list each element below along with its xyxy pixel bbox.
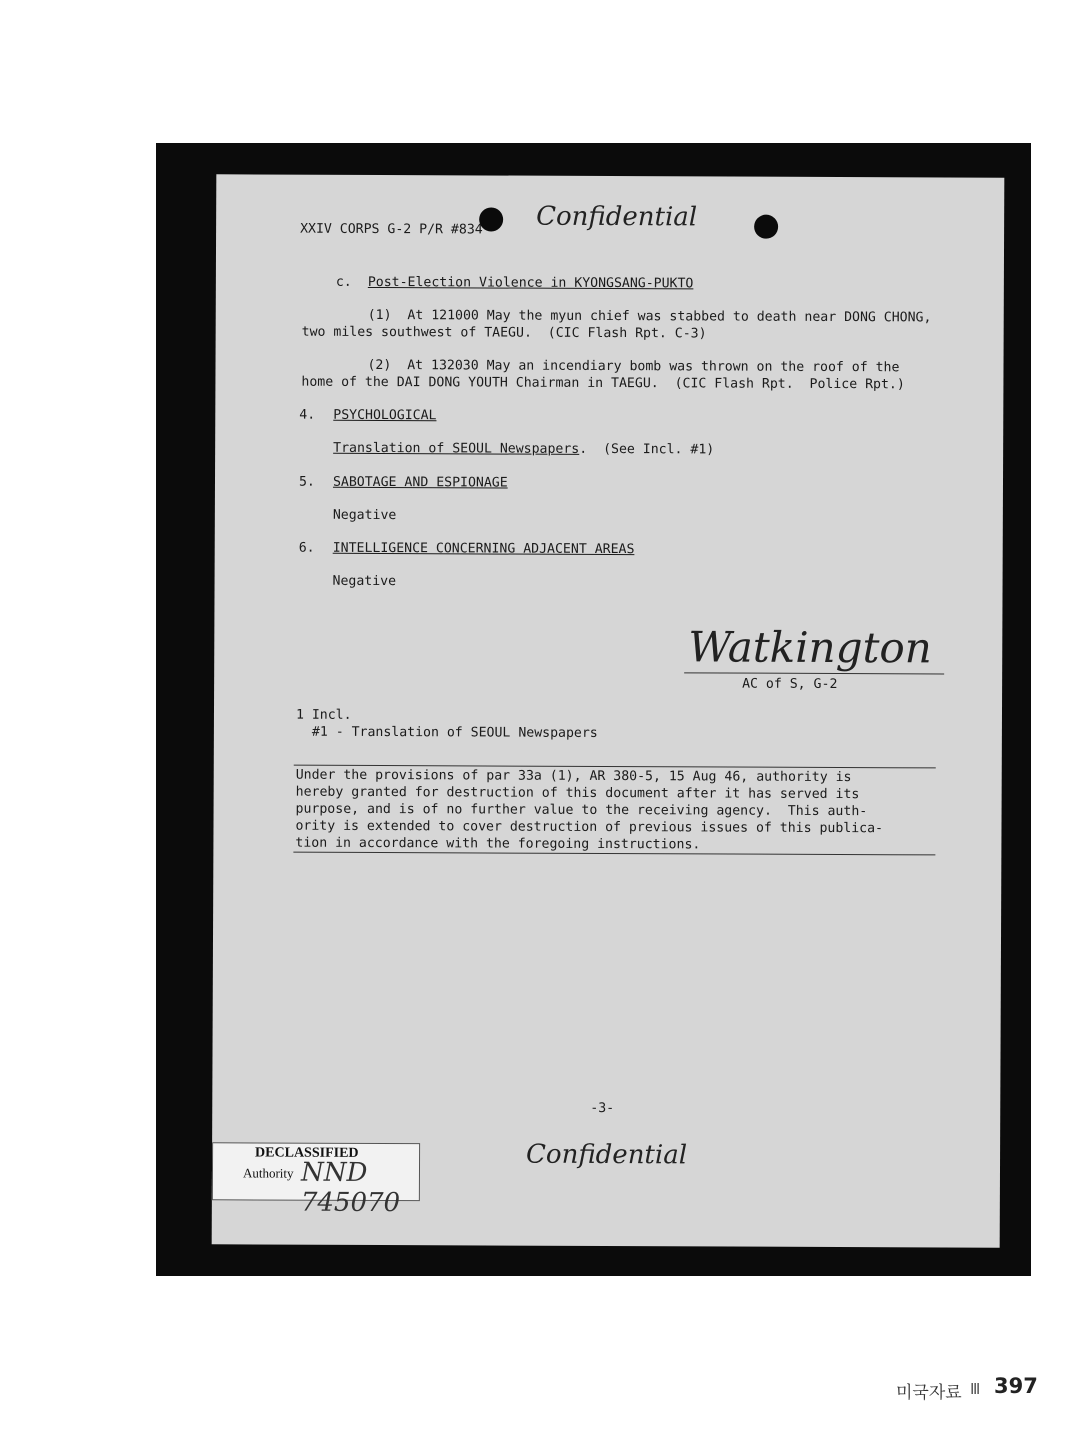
stamp-authority-label: Authority [242,1165,294,1181]
signature-line [684,672,944,674]
provisions-line-1: Under the provisions of par 33a (1), AR 380-5, 15 Aug 46, authority is [295,767,852,786]
footer-volume-mark: Ⅲ [970,1380,981,1398]
signature-title: AC of S, G-2 [742,676,838,693]
provisions-line-2: hereby granted for destruction of this document after it has served its [295,784,860,803]
section-c-item1-line1: (1) At 121000 May the myun chief was stabbed to death near DONG CHONG, [367,307,932,326]
section-4-body [333,440,714,459]
document-page [212,174,1005,1247]
provisions-bottom-rule [293,852,935,856]
confidential-mark-bottom: Confidential [525,1139,688,1171]
section-c-item2-line2: home of the DAI DONG YOUTH Chairman in TAEGU. (CIC Flash Rpt. Police Rpt.) [301,374,905,393]
footer-section-label: 미국자료 [896,1383,962,1403]
page-number: -3- [590,1100,615,1117]
section-5-heading: SABOTAGE AND ESPIONAGE [332,474,508,491]
stamp-authority-number: NND 745070 [300,1157,401,1219]
scan-frame [156,143,1031,1276]
declassified-stamp [212,1142,420,1219]
section-c-item1-line2: two miles southwest of TAEGU. (CIC Flash Rpt. C-3) [301,324,707,342]
confidential-mark-top: Confidential [536,201,698,233]
section-c-heading: Post-Election Violence in KYONGSANG-PUKTO [367,274,694,292]
document-header: XXIV CORPS G-2 P/R #834 [300,221,483,238]
enclosure-heading: 1 Incl. [295,707,352,723]
section-c-item2-line1: (2) At 132030 May an incendiary bomb was thrown on the roof of the [367,357,900,376]
stamp-declassified: DECLASSIFIED [255,1145,359,1161]
footer-page-number: 397 [994,1374,1038,1398]
section-5-number: 5. [298,474,315,490]
section-6-heading: INTELLIGENCE CONCERNING ADJACENT AREAS [332,540,635,558]
section-4-body-link: Translation of SEOUL Newspapers [333,440,580,457]
enclosure-item: #1 - Translation of SEOUL Newspapers [311,724,598,741]
provisions-line-5: tion in accordance with the foregoing instructions. [295,835,701,853]
section-5-body: Negative [332,507,397,524]
provisions-line-3: purpose, and is of no further value to the receiving agency. This auth- [295,801,868,820]
section-6-number: 6. [298,540,315,556]
signature: Watkington [688,622,932,673]
section-4-heading: PSYCHOLOGICAL [333,407,437,424]
section-c-number: c. [335,274,352,290]
section-6-body: Negative [332,573,397,590]
section-4-body-rest: . (See Incl. #1) [579,441,715,458]
section-4-number: 4. [299,407,316,423]
provisions-line-4: ority is extended to cover destruction of previous issues of this publica- [295,818,884,837]
punch-hole-right [754,215,778,239]
